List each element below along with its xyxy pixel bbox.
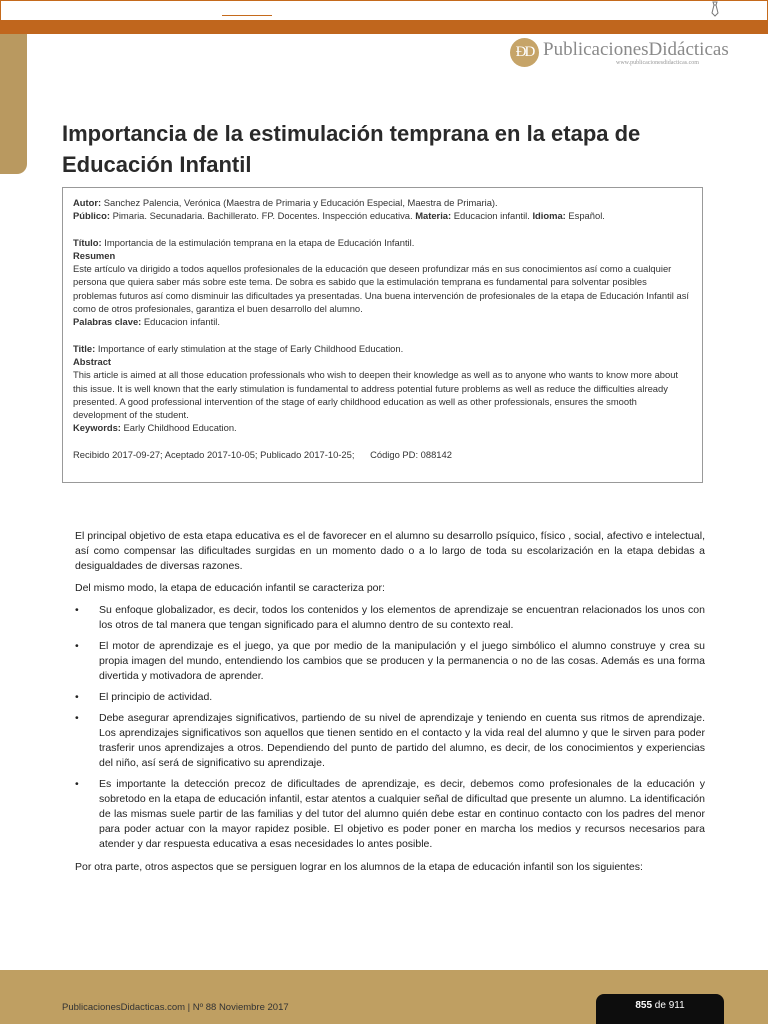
footer-publication-info: PublicacionesDidacticas.com | Nº 88 Noviembre 2017 (62, 1002, 289, 1013)
list-item-text: Es importante la detección precoz de dificultades de aprendizaje, es decir, debemos como profesionales de la educación y sobretodo en la etapa de educación infantil, estar atentos a cualquier señal de dificultad que presente un alumno. La identificación de las mismas suele partir de las familias y del tutor del alumno quién debe estar en continuo contacto con los padres del menor para poder actuar con la mayor rapidez posible. El objetivo es poder poner en marcha los medios y recursos necesarios para atender y dar respuesta educativa a esas necesidades lo antes posible. (99, 778, 705, 850)
language-label: Idioma: (532, 210, 566, 222)
list-item-text: El principio de actividad. (99, 691, 213, 703)
spanish-title-line (73, 236, 692, 249)
dates-line (73, 448, 692, 461)
publicaciones-didacticas-logo[interactable] (510, 38, 740, 70)
list-item (75, 777, 705, 852)
author-line (73, 196, 692, 209)
resumen-label: Resumen (73, 249, 116, 261)
list-item (75, 603, 705, 633)
subject-label: Materia: (415, 210, 452, 222)
top-bar-frame (0, 0, 768, 21)
bullet-icon: • (75, 778, 79, 790)
body-paragraph-1: El principal objetivo de esta etapa educativa es el de favorecer en el alumno su desarrollo psíquico, físico , social, afectivo e intelectual, así como compensar las dificultades surgidas en un momento dado o a lo largo de toda su escolarización en la etapa debidas a desigualdades de diversas razones. (75, 530, 705, 572)
list-item (75, 711, 705, 771)
list-item-text: El motor de aprendizaje es el juego, ya que por medio de la manipulación y el juego simbólico el alumno construye y crea su propia imagen del mundo, entendiendo los cambios que se producen y la permanencia o no de las cosas. Además es una forma divertida y motivadora de aprender. (99, 640, 705, 682)
bullet-icon: • (75, 640, 79, 652)
list-item-text: Su enfoque globalizador, es decir, todos los contenidos y los elementos de aprendizaje se encuentran relacionados los unos con los otros de tal manera que tengan significado para el alumno dentro de su contexto real. (99, 604, 705, 631)
english-title-label: Title: (73, 342, 96, 354)
audience-label: Público: (73, 210, 110, 222)
list-item (75, 639, 705, 684)
article-body (75, 529, 705, 882)
tie-icon-graphic (709, 1, 721, 17)
page-current: 855 (635, 1000, 653, 1011)
list-item-text: Debe asegurar aprendizajes significativos, partiendo de su nivel de aprendizaje y teniendo en cuenta sus ritmos de aprendizaje. Los aprendizajes significativos son aquellos que tienen sentido en el contacto y la vida real del alumno y que le sirven para poder trasferir unos aprendizajes a otros. Dependiendo del punto de partido del alumno, es decir, de los conocimientos y experiencias del niño, así será de significativo su aprendizaje. (99, 712, 705, 769)
spanish-title-label: Título: (73, 236, 102, 248)
keywords-en-value: Early Childhood Education. (120, 422, 237, 434)
author-label: Autor: (73, 197, 102, 208)
tie-icon (708, 1, 722, 17)
logo-url: www.publicacionesdidacticas.com (616, 60, 699, 66)
english-title-line (73, 342, 692, 355)
header-orange-bar (0, 20, 768, 34)
author-value: Sanchez Palencia, Verónica (Maestra de Primaria y Educación Especial, Maestra de Primaria). (101, 197, 498, 208)
subject-value: Educacion infantil. (451, 210, 533, 222)
list-item (75, 690, 705, 705)
bullet-icon: • (75, 604, 79, 616)
audience-line (73, 209, 692, 222)
top-bar-underline (222, 15, 272, 16)
resumen-text: Este artículo va dirigido a todos aquellos profesionales de la educación que deseen profundizar más en sus conocimientos así como a cualquier persona que quiera saber más sobre este tema. De sobra es sabido que la estimulación temprana es fundamental para solventar posibles problemas futuros así como disminuir las dificultades ya presentadas. Una buena intervención de profesionales de la etapa de Educación Infantil así como de otros profesionales, garantiza el buen desarrollo del alumno. (73, 263, 689, 315)
audience-value: Pimaria. Secunadaria. Bachillerato. FP. Docentes. Inspección educativa. (109, 210, 416, 222)
body-paragraph-3: Por otra parte, otros aspectos que se persiguen lograr en los alumnos de la etapa de educación infantil son los siguientes: (75, 861, 643, 873)
logo-monogram: ÐD (510, 38, 539, 67)
page-total: 911 (668, 1000, 685, 1011)
language-value: Español. (565, 210, 605, 222)
keywords-es-label: Palabras clave: (73, 316, 142, 328)
pd-code: Código PD: 088142 (370, 448, 452, 460)
keywords-en-line (73, 421, 692, 434)
logo-text: PublicacionesDidácticas (543, 39, 729, 60)
article-title: Importancia de la estimulación temprana en la etapa de Educación Infantil (62, 121, 641, 177)
resumen-heading (73, 249, 692, 262)
keywords-es-value: Educacion infantil. (141, 316, 220, 328)
page-number-badge (596, 994, 724, 1024)
keywords-en-label: Keywords: (73, 422, 121, 434)
abstract-text: This article is aimed at all those education professionals who wish to deepen their knowledge as well as to anyone who wants to know more about this issue. It is well known that the early stimulation is fundamental to address potential future problems as well as reduce the difficulties already presented. A good professional intervention of the stage of early childhood education as well as other professionals, ensures the smooth development of the student. (73, 369, 679, 421)
characteristics-list (75, 603, 705, 852)
abstract-label: Abstract (73, 355, 112, 367)
page-footer (0, 970, 768, 1024)
side-tab (0, 34, 27, 174)
bullet-icon: • (75, 691, 79, 703)
spanish-title-value: Importancia de la estimulación temprana en la etapa de Educación Infantil. (101, 236, 415, 248)
page-separator: de (652, 1000, 669, 1011)
bullet-icon: • (75, 712, 79, 724)
article-metadata-box (62, 187, 703, 483)
body-paragraph-2: Del mismo modo, la etapa de educación infantil se caracteriza por: (75, 582, 385, 594)
keywords-es-line (73, 315, 692, 328)
publication-dates: Recibido 2017-09-27; Aceptado 2017-10-05; Publicado 2017-10-25; (73, 448, 355, 460)
english-title-value: Importance of early stimulation at the stage of Early Childhood Education. (95, 342, 404, 354)
abstract-heading (73, 355, 692, 368)
